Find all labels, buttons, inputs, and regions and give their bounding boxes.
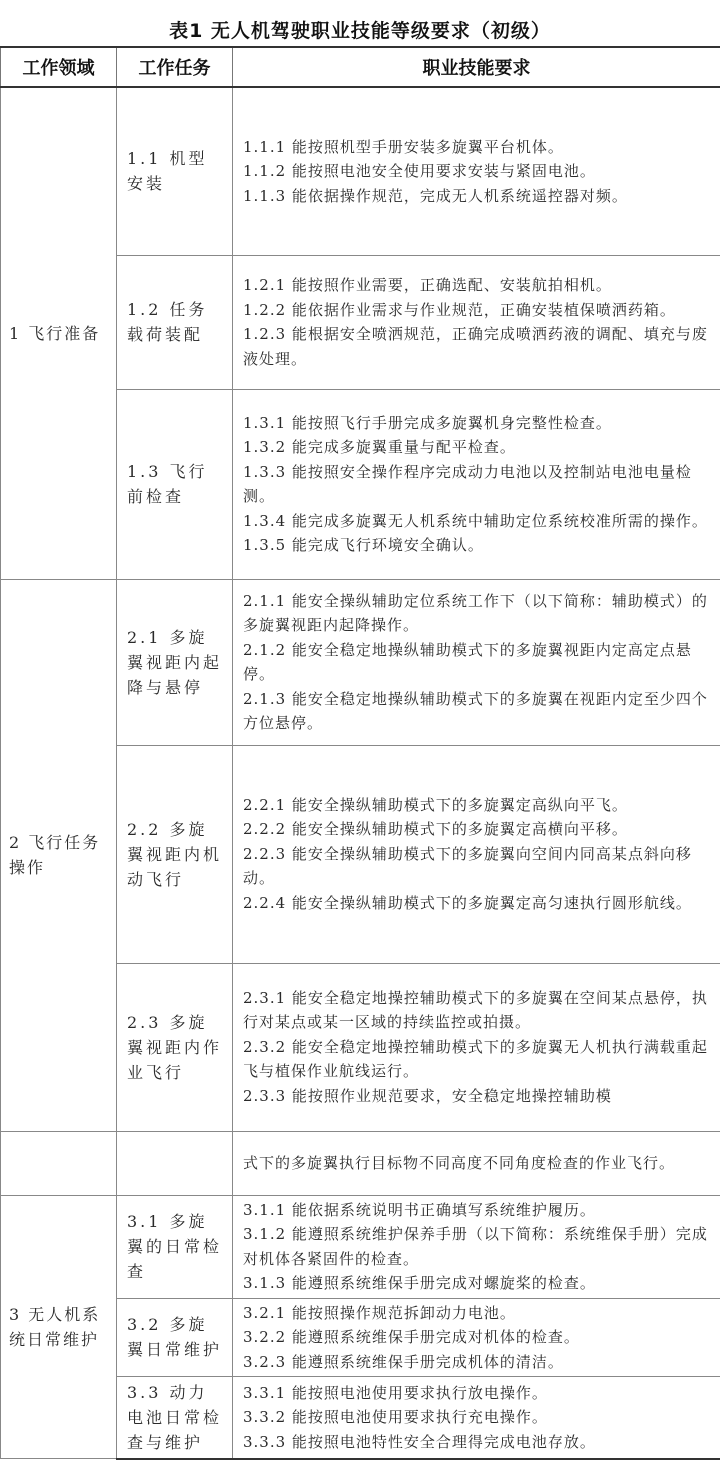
header-row bbox=[1, 47, 720, 87]
requirements-cell-2-1 bbox=[233, 579, 720, 745]
task-cell-3-2: 3.2 多旋翼日常维护 bbox=[117, 1298, 233, 1377]
req-item: 1.3.1 能按照飞行手册完成多旋翼机身完整性检查。 bbox=[243, 411, 716, 436]
domain-cell-1: 1 飞行准备 bbox=[1, 87, 117, 579]
req-item: 3.1.1 能依据系统说明书正确填写系统维护履历。 bbox=[243, 1198, 716, 1223]
req-item: 2.1.1 能安全操纵辅助定位系统工作下（以下简称：辅助模式）的多旋翼视距内起降操作。 bbox=[243, 589, 716, 638]
task-cell-2-2: 2.2 多旋翼视距内机动飞行 bbox=[117, 745, 233, 963]
req-item: 1.1.2 能按照电池安全使用要求安装与紧固电池。 bbox=[243, 159, 716, 184]
req-item: 3.2.2 能遵照系统维保手册完成对机体的检查。 bbox=[243, 1325, 716, 1350]
req-item: 2.2.4 能安全操纵辅助模式下的多旋翼定高匀速执行圆形航线。 bbox=[243, 891, 716, 916]
table-row bbox=[1, 87, 720, 255]
req-item: 3.1.2 能遵照系统维护保养手册（以下简称：系统维保手册）完成对机体各紧固件的检查。 bbox=[243, 1222, 716, 1271]
domain-cell-3: 3 无人机系统日常维护 bbox=[1, 1195, 117, 1459]
req-item: 2.3.1 能安全稳定地操控辅助模式下的多旋翼在空间某点悬停，执行对某点或某一区域的持续监控或拍摄。 bbox=[243, 986, 716, 1035]
task-cell-2-3: 2.3 多旋翼视距内作业飞行 bbox=[117, 963, 233, 1131]
requirements-cell-2-2 bbox=[233, 745, 720, 963]
requirements-cell-1-3 bbox=[233, 389, 720, 579]
requirements-cell-3-3 bbox=[233, 1377, 720, 1459]
req-item: 2.1.3 能安全稳定地操纵辅助模式下的多旋翼在视距内定至少四个方位悬停。 bbox=[243, 687, 716, 736]
req-item: 3.1.3 能遵照系统维保手册完成对螺旋桨的检查。 bbox=[243, 1271, 716, 1296]
empty-cell bbox=[117, 1131, 233, 1195]
domain-cell-2: 2 飞行任务操作 bbox=[1, 579, 117, 1131]
req-item: 2.2.3 能安全操纵辅助模式下的多旋翼向空间内同高某点斜向移动。 bbox=[243, 842, 716, 891]
req-item: 1.2.2 能依据作业需求与作业规范，正确安装植保喷洒药箱。 bbox=[243, 298, 716, 323]
empty-cell bbox=[1, 1131, 117, 1195]
table-title: 表1 无人机驾驶职业技能等级要求（初级） bbox=[0, 16, 720, 43]
req-item: 2.1.2 能安全稳定地操纵辅助模式下的多旋翼视距内定高定点悬停。 bbox=[243, 638, 716, 687]
req-item: 3.3.3 能按照电池特性安全合理得完成电池存放。 bbox=[243, 1430, 716, 1455]
header-task: 工作任务 bbox=[117, 47, 233, 87]
req-item: 1.3.2 能完成多旋翼重量与配平检查。 bbox=[243, 435, 716, 460]
header-domain: 工作领域 bbox=[1, 47, 117, 87]
req-item: 3.2.1 能按照操作规范拆卸动力电池。 bbox=[243, 1301, 716, 1326]
header-requirements: 职业技能要求 bbox=[233, 47, 720, 87]
requirements-cell-3-2 bbox=[233, 1298, 720, 1377]
skill-requirements-table bbox=[0, 46, 720, 1460]
task-cell-1-1: 1.1 机型安装 bbox=[117, 87, 233, 255]
req-item: 3.2.3 能遵照系统维保手册完成机体的清洁。 bbox=[243, 1350, 716, 1375]
task-cell-1-2: 1.2 任务载荷装配 bbox=[117, 255, 233, 389]
req-item: 3.3.1 能按照电池使用要求执行放电操作。 bbox=[243, 1381, 716, 1406]
task-cell-1-3: 1.3 飞行前检查 bbox=[117, 389, 233, 579]
req-item: 式下的多旋翼执行目标物不同高度不同角度检查的作业飞行。 bbox=[243, 1151, 716, 1176]
requirements-cell-1-2 bbox=[233, 255, 720, 389]
req-item: 1.2.3 能根据安全喷洒规范，正确完成喷洒药液的调配、填充与废液处理。 bbox=[243, 322, 716, 371]
requirements-cell-continuation bbox=[233, 1131, 720, 1195]
req-item: 1.3.3 能按照安全操作程序完成动力电池以及控制站电池电量检测。 bbox=[243, 460, 716, 509]
req-item: 1.3.4 能完成多旋翼无人机系统中辅助定位系统校准所需的操作。 bbox=[243, 509, 716, 534]
req-item: 1.3.5 能完成飞行环境安全确认。 bbox=[243, 533, 716, 558]
requirements-cell-2-3 bbox=[233, 963, 720, 1131]
req-item: 2.2.2 能安全操纵辅助模式下的多旋翼定高横向平移。 bbox=[243, 817, 716, 842]
requirements-cell-3-1 bbox=[233, 1195, 720, 1298]
table-row-continuation bbox=[1, 1131, 720, 1195]
table-row bbox=[1, 579, 720, 745]
task-cell-2-1: 2.1 多旋翼视距内起降与悬停 bbox=[117, 579, 233, 745]
req-item: 3.3.2 能按照电池使用要求执行充电操作。 bbox=[243, 1405, 716, 1430]
task-cell-3-1: 3.1 多旋翼的日常检查 bbox=[117, 1195, 233, 1298]
req-item: 2.3.2 能安全稳定地操控辅助模式下的多旋翼无人机执行满载重起飞与植保作业航线运行。 bbox=[243, 1035, 716, 1084]
table-row bbox=[1, 1195, 720, 1298]
requirements-cell-1-1 bbox=[233, 87, 720, 255]
req-item: 2.2.1 能安全操纵辅助模式下的多旋翼定高纵向平飞。 bbox=[243, 793, 716, 818]
task-cell-3-3: 3.3 动力电池日常检查与维护 bbox=[117, 1377, 233, 1459]
req-item: 1.2.1 能按照作业需要，正确选配、安装航拍相机。 bbox=[243, 273, 716, 298]
req-item: 1.1.3 能依据操作规范，完成无人机系统遥控器对频。 bbox=[243, 184, 716, 209]
req-item: 2.3.3 能按照作业规范要求，安全稳定地操控辅助模 bbox=[243, 1084, 716, 1109]
req-item: 1.1.1 能按照机型手册安装多旋翼平台机体。 bbox=[243, 135, 716, 160]
